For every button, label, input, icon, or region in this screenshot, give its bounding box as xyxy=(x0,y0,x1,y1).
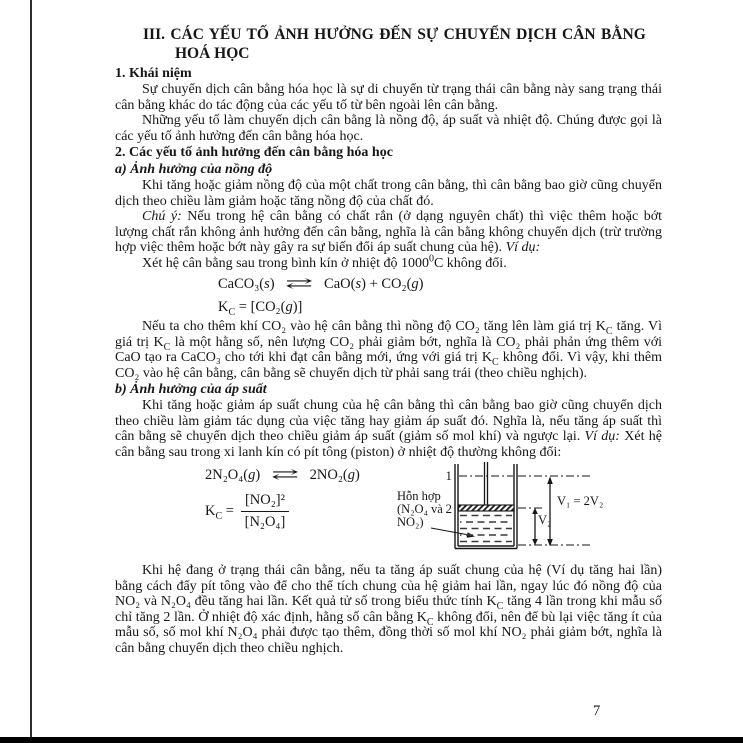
piston-head xyxy=(459,505,515,511)
piston-position-1-label: 1 xyxy=(445,468,452,483)
v1-arrow xyxy=(547,477,553,547)
paragraph-concept-1: Sự chuyển dịch cân bằng hóa học là sự di chuyển từ trạng thái cân bằng này sang trạng thái cân bằng khác do tác động của các yếu tố từ bên ngoài lên cân bằng. xyxy=(115,82,662,113)
heading-pressure-effect: b) Ảnh hưởng của áp suất xyxy=(115,382,267,397)
fraction-numerator: [NO₂]² xyxy=(241,491,289,512)
v1-label: V₁ = 2V₂ xyxy=(557,494,604,508)
kc-fraction xyxy=(241,491,289,532)
fraction-denominator: [N₂O₄] xyxy=(244,514,286,530)
piston-rod xyxy=(485,462,488,505)
piston-position-2-label: 2 xyxy=(445,501,452,516)
pressure-example-figure xyxy=(115,462,662,558)
paragraph-pressure-1: Khi tăng hoặc giảm áp suất chung của hệ cân bằng thì cân bằng bao giờ cũng chuyển dịch theo chiều làm giảm tác dụng của việc tăng hay giảm áp suất đó. Nghĩa là, nếu tăng áp suất thì cân bằng sẽ chuyển dịch theo chiều giảm áp suất (giảm số mol khí) và ngược lại. Ví dụ: Xét hệ cân bằng sau trong xi lanh kín có pít tông (piston) ở nhiệt độ thường không đổi: xyxy=(115,398,662,460)
piston-cylinder-diagram xyxy=(395,462,660,558)
page-content xyxy=(115,25,662,656)
equation-kc-fraction xyxy=(205,491,395,532)
heading-factors: 2. Các yếu tố ảnh hưởng đến cân bằng hóa học xyxy=(115,145,393,160)
page-edge-line-bottom xyxy=(0,737,743,743)
page-edge-line-left xyxy=(30,0,32,737)
mixture-label xyxy=(397,489,475,538)
paragraph-pressure-2: Khi hệ đang ở trạng thái cân bằng, nếu ta tăng áp suất chung của hệ (Ví dụ tăng hai lần) bằng cách đẩy pít tông vào để cho thể tích chung của hệ giảm hai lần, ngay lúc đó nồng độ của NO₂ và N₂O₄ đều tăng hai lần. Kết quả tử số trong biểu thức tính $K_C$ tăng 4 lần trong khi mẫu số chỉ tăng 2 lần. Ở nhiệt độ xác định, hằng số cân bằng $K_C$ không đổi, nên để bù lại việc tăng ít của mẫu số, số mol khí N₂O₄ phải được tạo thêm, đồng thời số mol khí NO₂ phải giảm bớt, nghĩa là cân bằng chuyển dịch theo chiều nghịch. xyxy=(115,563,663,656)
mixture-label-line3: NO₂) xyxy=(397,515,424,529)
v2-arrow xyxy=(532,508,538,545)
kc-left-side: $K_C$ = xyxy=(205,503,234,522)
mixture-label-line1: Hỗn hợp xyxy=(397,489,441,503)
heading-concept: 1. Khái niệm xyxy=(115,66,192,81)
page-number: 7 xyxy=(593,703,601,719)
paragraph-concentration-note: Chú ý: Nếu trong hệ cân bằng có chất rắn (ở dạng nguyên chất) thì việc thêm hoặc bớt lượng chất rắn không ảnh hưởng đến cân bằng, nghĩa là cân bằng không chuyển dịch (trừ trường hợp việc thêm hoặc bớt này gây ra sự biến đổi áp suất chung của hệ). Ví dụ: xyxy=(115,209,662,255)
paragraph-concentration-2: Nếu ta cho thêm khí CO₂ vào hệ cân bằng thì nồng độ CO₂ tăng lên làm giá trị $K_C$ tăng. Vì giá trị $K_C$ là một hằng số, nên lượng CO₂ phải giảm bớt, nghĩa là CO₂ phải phản ứng thêm với CaO tạo ra CaCO₃ cho tới khi đạt cân bằng mới, ứng với giá trị $K_C$ không đổi. Vì vậy, khi thêm CO₂ vào hệ cân bằng, cân bằng sẽ chuyển dịch từ phải sang trái (theo chiều nghịch). xyxy=(115,319,663,381)
chapter-title-line2: HOÁ HỌC xyxy=(175,45,250,62)
paragraph-concept-2: Những yếu tố làm chuyển dịch cân bằng là nồng độ, áp suất và nhiệt độ. Chúng được gọi là các yếu tố ảnh hưởng đến cân bằng hóa học. xyxy=(115,113,662,144)
chapter-title xyxy=(115,25,662,63)
mixture-label-line2: (N₂O₄ và xyxy=(397,502,443,516)
v2-label: V₂ xyxy=(538,513,552,527)
paragraph-concentration-1: Khi tăng hoặc giảm nồng độ của một chất trong cân bằng, thì cân bằng bao giờ cũng chuyển dịch theo chiều làm giảm hoặc tăng nồng độ của chất đó. xyxy=(115,178,662,209)
chapter-title-line1: III. CÁC YẾU TỐ ẢNH HƯỞNG ĐẾN SỰ CHUYỂN DỊCH CÂN BẰNG xyxy=(143,26,646,43)
heading-concentration-effect: a) Ảnh hưởng của nồng độ xyxy=(115,162,273,177)
equation-n2o4-equilibrium: 2N₂O₄(g) ⇄ 2NO₂(g) xyxy=(205,467,360,483)
pressure-equations xyxy=(115,462,395,534)
equation-kc-co2: $K_C = [CO_2(g)]$ xyxy=(218,299,303,318)
paragraph-example-intro: Xét hệ cân bằng sau trong bình kín ở nhiệt độ 1000$^0$C không đổi. xyxy=(142,252,507,271)
equation-caco3-equilibrium: CaCO₃(s) ⇄ CaO(s) + CO₂(g) xyxy=(218,276,424,292)
